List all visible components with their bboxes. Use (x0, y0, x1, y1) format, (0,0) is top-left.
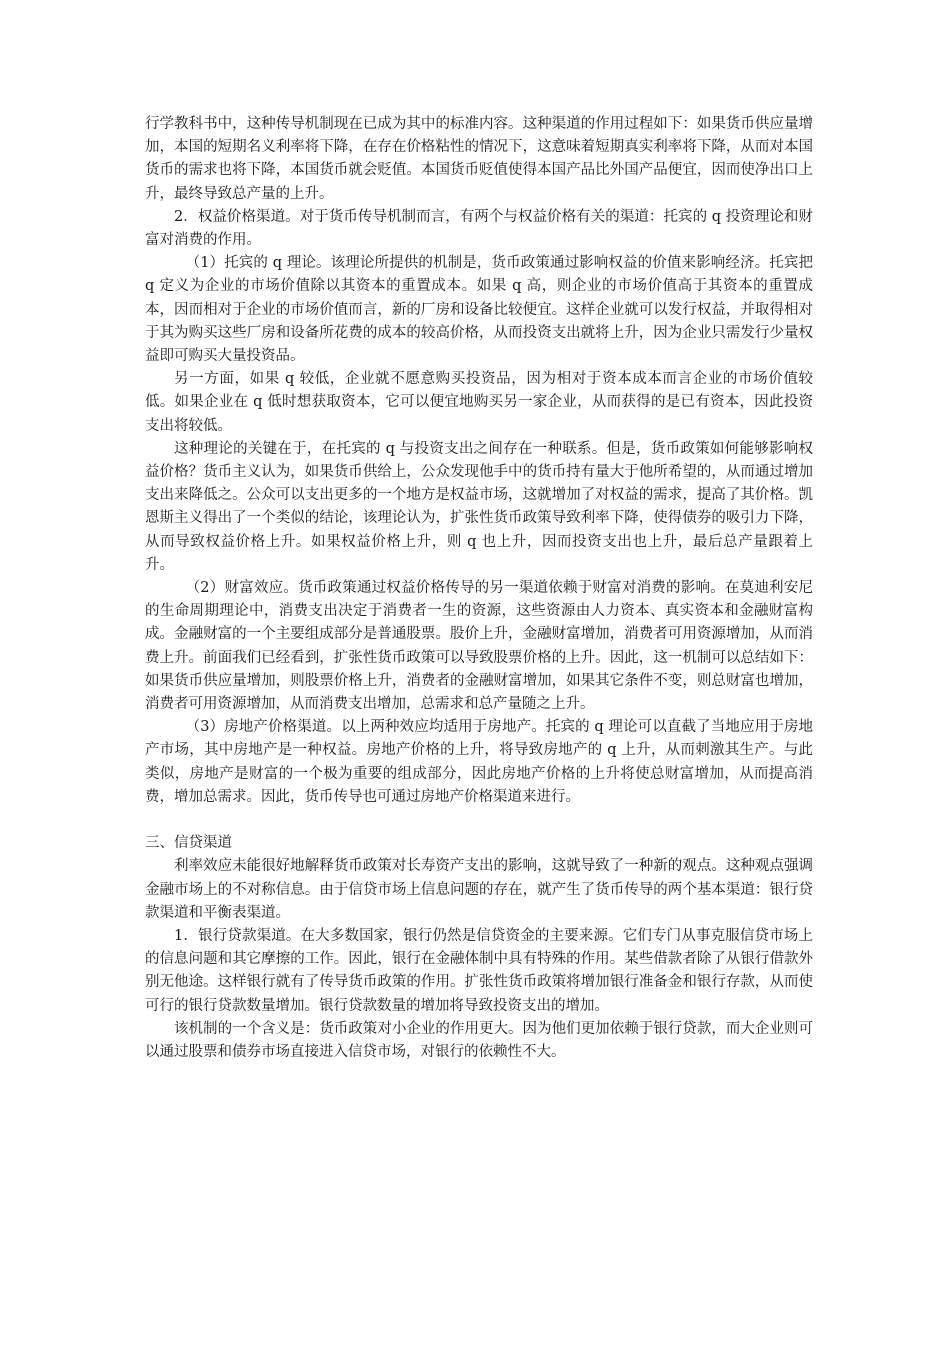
document-page (145, 113, 813, 1064)
paragraph-real-estate-channel: （3）房地产价格渠道。以上两种效应均适用于房地产。托宾的 q 理论可以直截了当地应用于房地产市场，其中房地产是一种权益。房地产价格的上升，将导致房地产的 q 上升，从而刺激其生产。与此类似，房地产是财富的一个极为重要的组成部分，因此房地产价格的上升将使总财富增加，从而提高消费，增加总需求。因此，货币传导也可通过房地产价格渠道来进行。 (145, 719, 813, 805)
section-heading-credit-channel: 三、信贷渠道 (145, 835, 232, 852)
paragraph-wealth-effect: （2）财富效应。货币政策通过权益价格传导的另一渠道依赖于财富对消费的影响。在莫迪利安尼的生命周期理论中，消费支出决定于消费者一生的资源，这些资源由人力资本、真实资本和金融财富构成。金融财富的一个主要组成部分是普通股票。股价上升，金融财富增加，消费者可用资源增加，从而消费上升。前面我们已经看到，扩张性货币政策可以导致股票价格的上升。因此，这一机制可以总结如下：如果货币供应量增加，则股票价格上升，消费者的金融财富增加，如果其它条件不变，则总财富也增加，消费者可用资源增加，从而消费支出增加，总需求和总产量随之上升。 (145, 580, 813, 713)
paragraph-q-key-link: 这种理论的关键在于，在托宾的 q 与投资支出之间存在一种联系。但是，货币政策如何能够影响权益价格？货币主义认为，如果货币供给上，公众发现他手中的货币持有量大于他所希望的，从而通过增加支出来降低之。公众可以支出更多的一个地方是权益市场，这就增加了对权益的需求，提高了其价格。凯恩斯主义得出了一个类似的结论，该理论认为，扩张性货币政策导致利率下降，使得债券的吸引力下降，从而导致权益价格上升。如果权益价格上升，则 q 也上升，因而投资支出也上升，最后总产量跟着上升。 (145, 440, 813, 573)
paragraph-equity-price-channel: 2．权益价格渠道。对于货币传导机制而言，有两个与权益价格有关的渠道：托宾的 q 投资理论和财富对消费的作用。 (145, 208, 813, 249)
paragraph-small-firms: 该机制的一个含义是：货币政策对小企业的作用更大。因为他们更加依赖于银行贷款，而大企业则可以通过股票和债券市场直接进入信贷市场，对银行的依赖性不大。 (145, 1020, 813, 1060)
paragraph-credit-intro: 利率效应未能很好地解释货币政策对长寿资产支出的影响，这就导致了一种新的观点。这种观点强调金融市场上的不对称信息。由于信贷市场上信息问题的存在，就产生了货币传导的两个基本渠道：银行贷款渠道和平衡表渠道。 (145, 858, 813, 921)
paragraph-low-q: 另一方面，如果 q 较低，企业就不愿意购买投资品，因为相对于资本成本而言企业的市场价值较低。如果企业在 q 低时想获取资本，它可以便宜地购买另一家企业，从而获得的是已有资本，因此投资支出将较低。 (145, 371, 813, 434)
paragraph-bank-lending-channel: 1．银行贷款渠道。在大多数国家，银行仍然是信贷资金的主要来源。它们专门从事克服信贷市场上的信息问题和其它摩擦的工作。因此，银行在金融体制中具有特殊的作用。某些借款者除了从银行借款外别无他途。这样银行就有了传导货币政策的作用。扩张性货币政策将增加银行准备金和银行存款，从而使可行的银行贷款数量增加。银行贷款数量的增加将导致投资支出的增加。 (145, 927, 813, 1014)
paragraph-tobin-q: （1）托宾的 q 理论。该理论所提供的机制是，货币政策通过影响权益的价值来影响经济。托宾把 q 定义为企业的市场价值除以其资本的重置成本。如果 q 高，则企业的市场价值高于其资本的重置成本，因而相对于企业的市场价值而言，新的厂房和设备比较便宜。这样企业就可以发行权益，并取得相对于其为购买这些厂房和设备所花费的成本的较高价格，从而投资支出就将上升，因为企业只需发行少量权益即可购买大量投资品。 (145, 255, 813, 365)
section-gap (145, 809, 813, 832)
paragraph-exchange-rate-continuation: 行学教科书中，这种传导机制现在已成为其中的标准内容。这种渠道的作用过程如下：如果货币供应量增加，本国的短期名义利率将下降，在存在价格粘性的情况下，这意味着短期真实利率将下降，从而对本国货币的需求也将下降，本国货币就会贬值。本国货币贬值使得本国产品比外国产品便宜，因而使净出口上升，最终导致总产量的上升。 (145, 116, 813, 202)
